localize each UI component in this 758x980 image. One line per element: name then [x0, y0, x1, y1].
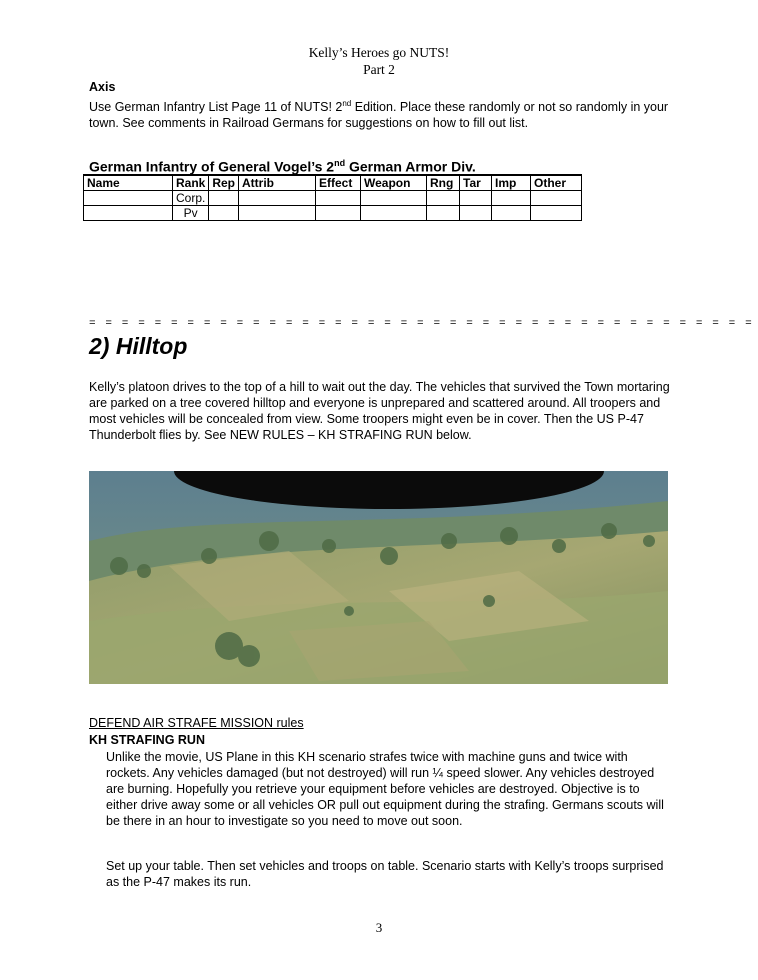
- table-cell: [84, 191, 173, 206]
- table-cell: [460, 191, 492, 206]
- table-row: [84, 206, 582, 221]
- table-cell: [84, 206, 173, 221]
- hilltop-text: Kelly’s platoon drives to the top of a hill to wait out the day. The vehicles that survived the Town mortaring are parked on a tree covered hilltop and everyone is unprepared and scattered around. All troopers and most vehicles will be concealed from view. Some troopers might even be in cover. Then the US P-47 Thunderbolt flies by. See NEW RULES – KH STRAFING RUN below.: [89, 380, 670, 442]
- column-header-rep: Rep: [209, 175, 239, 191]
- table-cell: [316, 191, 361, 206]
- table-cell: [427, 191, 460, 206]
- aerial-hillside-photo: [89, 471, 668, 684]
- document-title: Kelly’s Heroes go NUTS!: [308, 45, 450, 60]
- document-part: Part 2: [363, 62, 395, 77]
- column-header-tar: Tar: [460, 175, 492, 191]
- table-cell-rank: Pv: [173, 206, 209, 221]
- column-header-rng: Rng: [427, 175, 460, 191]
- table-cell: [531, 206, 582, 221]
- table-cell: [492, 206, 531, 221]
- column-header-rank: Rank: [173, 175, 209, 191]
- table-cell: [427, 206, 460, 221]
- roster-table: [83, 174, 582, 221]
- column-header-other: Other: [531, 175, 582, 191]
- table-cell: [460, 206, 492, 221]
- table-cell: [239, 206, 316, 221]
- rules-paragraph-1: Unlike the movie, US Plane in this KH scenario strafes twice with machine guns and twice with rockets. Any vehicles damaged (but not destroyed) will run ¼ speed slower. Any vehicles destroyed are burning. Hopefully you retrieve your equipment before vehicles are destroyed. Objective is to either drive away some or all vehicles OR pull out equipment during the strafing. Germans scouts will be there in an hour to investigate so you need to move out soon.: [106, 750, 664, 828]
- column-header-attrib: Attrib: [239, 175, 316, 191]
- table-cell: [361, 191, 427, 206]
- column-header-weapon: Weapon: [361, 175, 427, 191]
- table-cell-rank: Corp.: [173, 191, 209, 206]
- hilltop-heading: 2) Hilltop: [89, 333, 188, 359]
- axis-text: Use German Infantry List Page 11 of NUTS! 2nd Edition. Place these randomly or not so randomly in your town. See comments in Railroad Germans for suggestions on how to fill out list.: [89, 99, 669, 131]
- rules-title: KH STRAFING RUN: [89, 733, 205, 747]
- table-cell: [239, 191, 316, 206]
- roster-header-row: [84, 175, 582, 191]
- rules-link[interactable]: DEFEND AIR STRAFE MISSION rules: [89, 716, 304, 730]
- axis-label: Axis: [89, 80, 116, 94]
- column-header-imp: Imp: [492, 175, 531, 191]
- table-cell: [361, 206, 427, 221]
- rules-paragraph-2: Set up your table. Then set vehicles and troops on table. Scenario starts with Kelly’s troops surprised as the P-47 makes its run.: [106, 859, 664, 889]
- table-cell: [209, 191, 239, 206]
- roster-title: German Infantry of General Vogel’s 2nd German Armor Div.: [89, 158, 476, 175]
- table-cell: [492, 191, 531, 206]
- hillside-illustration: [89, 471, 668, 684]
- table-cell: [316, 206, 361, 221]
- table-cell: [209, 206, 239, 221]
- column-header-effect: Effect: [316, 175, 361, 191]
- section-divider: = = = = = = = = = = = = = = = = = = = = = = = = = = = = = = = = = = = = = = = = =: [89, 318, 754, 330]
- column-header-name: Name: [84, 175, 173, 191]
- table-row: [84, 191, 582, 206]
- table-cell: [531, 191, 582, 206]
- page-number: 3: [375, 920, 383, 935]
